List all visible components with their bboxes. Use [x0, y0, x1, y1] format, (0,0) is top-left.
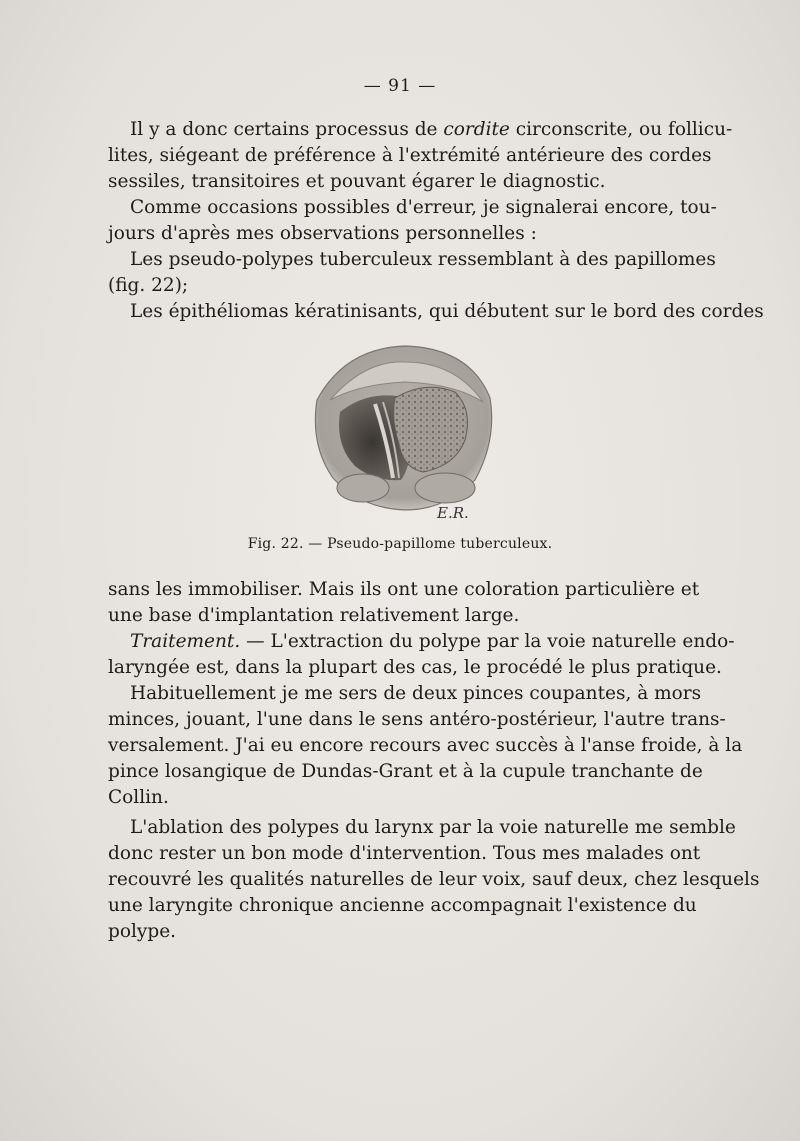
text-line: laryngée est, dans la plupart des cas, le procédé le plus pratique.: [108, 657, 722, 678]
italic-heading: Traitement.: [130, 631, 241, 652]
larynx-illustration: [305, 340, 505, 525]
text-line: lites, siégeant de préférence à l'extrémité antérieure des cordes: [108, 145, 712, 166]
text-line: versalement. J'ai eu encore recours avec succès à l'anse froide, à la: [108, 735, 743, 756]
larynx-drawing: [305, 340, 505, 525]
text-line: donc rester un bon mode d'intervention. Tous mes malades ont: [108, 843, 701, 864]
text-span: Il y a donc certains processus de: [130, 119, 444, 140]
text-line: sessiles, transitoires et pouvant égarer le diagnostic.: [108, 171, 606, 192]
text-line: [108, 629, 735, 655]
text-line: polype.: [108, 921, 177, 942]
text-span: — L'extraction du polype par la voie naturelle endo-: [240, 631, 735, 652]
text-line: pince losangique de Dundas-Grant et à la cupule tranchante de: [108, 761, 703, 782]
text-line: [108, 117, 733, 143]
text-line: une laryngite chronique ancienne accompagnait l'existence du: [108, 895, 697, 916]
artist-signature: E.R.: [437, 504, 469, 522]
page-number: — 91 —: [363, 76, 437, 96]
text-line: minces, jouant, l'une dans le sens antéro-postérieur, l'autre trans-: [108, 709, 726, 730]
italic-term: cordite: [443, 119, 510, 140]
text-line: Les épithéliomas kératinisants, qui débutent sur le bord des cordes: [130, 301, 764, 322]
text-line: L'ablation des polypes du larynx par la voie naturelle me semble: [130, 817, 736, 838]
text-line: une base d'implantation relativement large.: [108, 605, 520, 626]
text-line: jours d'après mes observations personnelles :: [108, 223, 537, 244]
text-line: (fig. 22);: [108, 275, 189, 296]
text-line: Habituellement je me sers de deux pinces coupantes, à mors: [130, 683, 702, 704]
figure-caption: Fig. 22. — Pseudo-papillome tuberculeux.: [247, 536, 553, 552]
text-line: Collin.: [108, 787, 169, 808]
text-line: sans les immobiliser. Mais ils ont une coloration particulière et: [108, 579, 700, 600]
text-line: recouvré les qualités naturelles de leur voix, sauf deux, chez lesquels: [108, 869, 760, 890]
text-line: Les pseudo-polypes tuberculeux ressemblant à des papillomes: [130, 249, 716, 270]
text-span: circonscrite, ou follicu-: [509, 119, 733, 140]
text-line: Comme occasions possibles d'erreur, je signalerai encore, tou-: [130, 197, 717, 218]
